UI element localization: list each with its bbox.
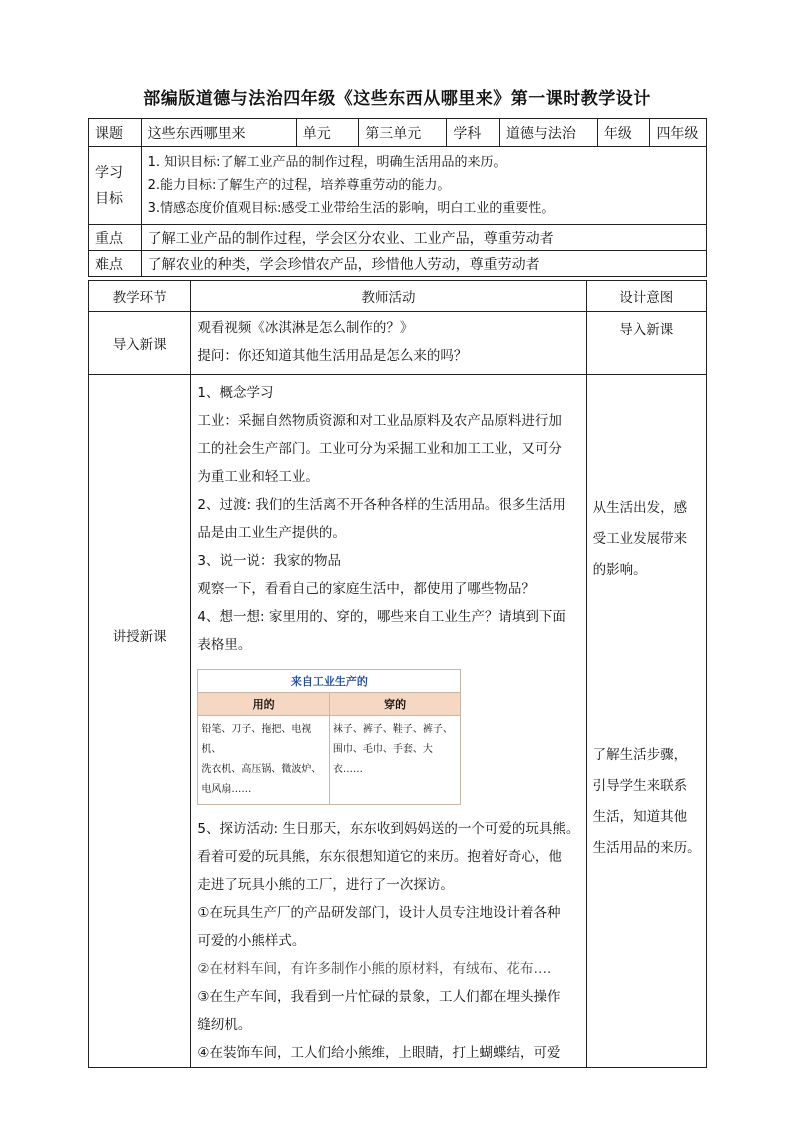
difficulty-value: 了解农业的种类，学会珍惜农产品，珍惜他人劳动，尊重劳动者 <box>141 251 706 277</box>
activity-line: ④在装饰车间，工人们给小熊维，上眼睛，打上蝴蝶结，可爱 <box>197 1045 561 1061</box>
intent-line: 生活，知道其他 <box>592 809 688 825</box>
header-activity: 教师活动 <box>191 281 586 312</box>
subject-value: 道德与法治 <box>499 119 597 147</box>
activity-line: 品是由工业生产提供的。 <box>197 525 346 541</box>
inner-worn-items <box>329 716 461 805</box>
goals-label-line1: 学习 <box>95 164 123 181</box>
new-intent <box>586 375 706 1068</box>
header-intent: 设计意图 <box>586 281 706 312</box>
intent-line: 从生活出发，感 <box>592 500 688 516</box>
difficulty-label: 难点 <box>89 251 142 277</box>
intent-line: 生活用品的来历。 <box>592 840 701 856</box>
intro-stage: 导入新课 <box>89 312 191 375</box>
activity-line: 缝纫机。 <box>197 1017 252 1033</box>
activity-line: 5、探访活动: 生日那天，东东收到妈妈送的一个可爱的玩具熊。 <box>197 821 580 837</box>
activity-line: 走进了玩具小熊的工厂，进行了一次探访。 <box>197 877 454 893</box>
intent-line: 受工业发展带来 <box>592 531 688 547</box>
inner-col-used: 用的 <box>198 693 330 716</box>
activity-line: ②在材料车间，有许多制作小熊的原材料，有绒布、花布…. <box>197 961 552 977</box>
inner-item-line: 洗衣机、高压锅、微波炉、 <box>201 764 322 775</box>
intro-line: 提问：你还知道其他生活用品是怎么来的吗？ <box>197 348 468 364</box>
activity-line: ①在玩具生产厂的产品研发部门，设计人员专注地设计着各种 <box>197 905 561 921</box>
activity-line: ③在生产车间，我看到一片忙碌的景象，工人们都在埋头操作 <box>197 989 561 1005</box>
activity-line: 3、说一说：我家的物品 <box>197 553 341 569</box>
inner-used-items <box>198 716 330 805</box>
header-stage: 教学环节 <box>89 281 191 312</box>
subject-label: 学科 <box>447 119 500 147</box>
activity-line: 工业：采掘自然物质资源和对工业品原料及农产品原料进行加 <box>197 413 562 429</box>
inner-item-line: 电风扇…… <box>201 784 252 795</box>
goal-item: 3.情感态度价值观目标:感受工业带给生活的影响，明白工业的重要性。 <box>147 201 555 216</box>
goals-label <box>89 147 142 225</box>
goals-list <box>141 147 706 225</box>
grade-label: 年级 <box>597 119 650 147</box>
inner-item-line: 围巾、毛巾、手套、大 <box>332 744 433 755</box>
new-activity <box>191 375 586 1068</box>
activity-line: 1、概念学习 <box>197 385 274 401</box>
document-title: 部编版道德与法治四年级《这些东西从哪里来》第一课时教学设计 <box>143 89 651 109</box>
activity-line: 工的社会生产部门。工业可分为采掘工业和加工工业，又可分 <box>197 441 562 457</box>
topic-value: 这些东西哪里来 <box>141 119 296 147</box>
new-stage: 讲授新课 <box>89 375 191 1068</box>
intro-intent: 导入新课 <box>586 312 706 375</box>
goal-item: 2.能力目标:了解生产的过程，培养尊重劳动的能力。 <box>147 178 451 193</box>
topic-label: 课题 <box>89 119 142 147</box>
inner-item-line: 衣…… <box>332 764 363 775</box>
inner-item-line: 袜子、裤子、鞋子、裤子、 <box>332 724 453 735</box>
key-value: 了解工业产品的制作过程，学会区分农业、工业产品，尊重劳动者 <box>141 225 706 251</box>
activity-line: 可爱的小熊样式。 <box>197 933 306 949</box>
grade-value: 四年级 <box>650 119 707 147</box>
inner-item-line: 铅笔、刀子、拖把、电视机、 <box>201 724 312 755</box>
industry-products-table <box>197 669 461 805</box>
activity-line: 2、过渡: 我们的生活离不开各种各样的生活用品。很多生活用 <box>197 497 566 513</box>
unit-value: 第三单元 <box>359 119 447 147</box>
info-table <box>88 118 707 277</box>
intro-line: 观看视频《冰淇淋是怎么制作的？》 <box>197 320 414 336</box>
activity-line: 4、想一想: 家里用的、穿的，哪些来自工业生产？请填到下面 <box>197 609 566 625</box>
intent-line: 了解生活步骤， <box>592 747 688 763</box>
intro-activity <box>191 312 586 375</box>
activity-line: 表格里。 <box>197 637 252 653</box>
inner-table-title: 来自工业生产的 <box>198 670 461 693</box>
process-table <box>88 280 707 1068</box>
intent-line: 引导学生来联系 <box>592 778 688 794</box>
unit-label: 单元 <box>296 119 358 147</box>
goal-item: 1. 知识目标:了解工业产品的制作过程，明确生活用品的来历。 <box>147 155 507 170</box>
goals-label-line2: 目标 <box>95 190 123 207</box>
activity-line: 看着可爱的玩具熊，东东很想知道它的来历。抱着好奇心，他 <box>197 849 562 865</box>
activity-line: 为重工业和轻工业。 <box>197 469 319 485</box>
inner-col-worn: 穿的 <box>329 693 461 716</box>
key-label: 重点 <box>89 225 142 251</box>
activity-line: 观察一下，看看自己的家庭生活中，都使用了哪些物品？ <box>197 581 535 597</box>
intent-line: 的影响。 <box>592 562 647 578</box>
